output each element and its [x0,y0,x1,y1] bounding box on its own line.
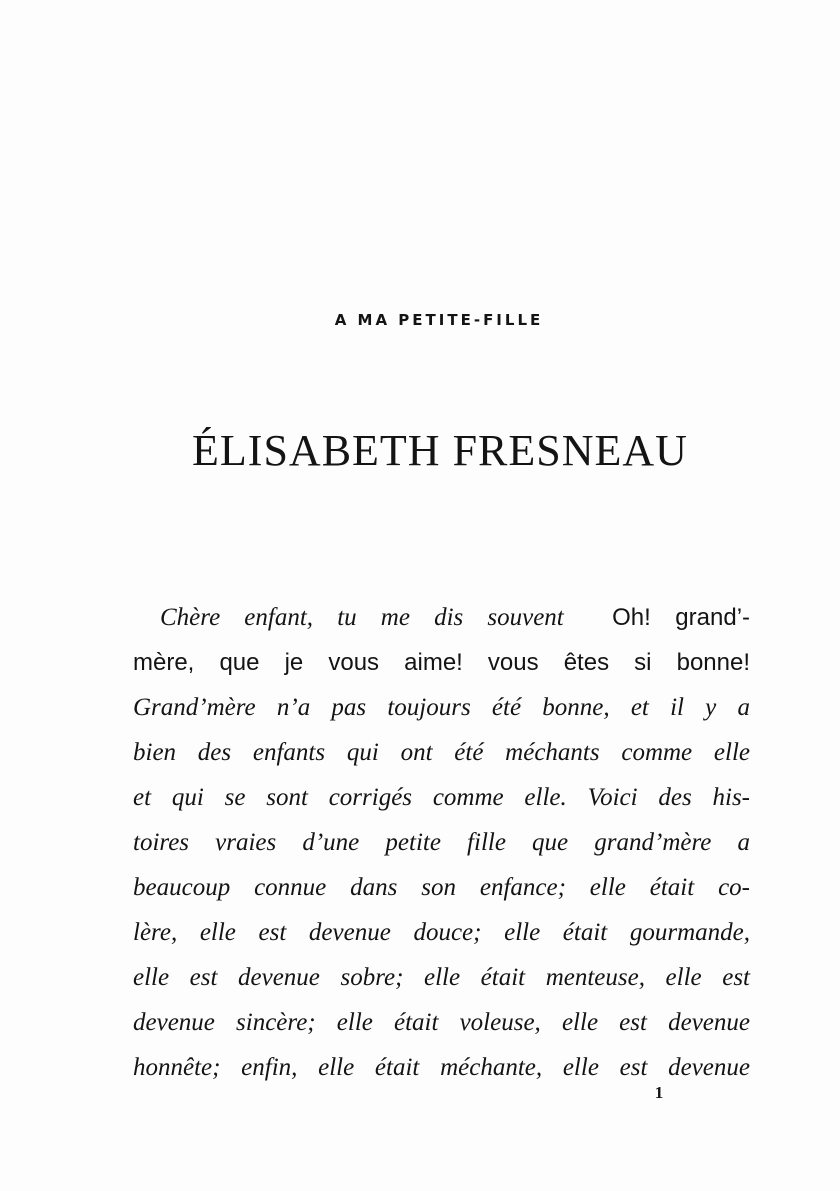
text-line: Grand’mère n’a pas toujours été bonne, et il y a [133,694,750,721]
text-line: bien des enfants qui ont été méchants comme elle [133,739,750,766]
page-number: 1 [654,1083,664,1102]
text-line: devenue sincère; elle était voleuse, elle est devenue [133,1009,750,1036]
text-line: mère, que je vous aime! vous êtes si bonne! [133,649,750,676]
text-line: et qui se sont corrigés comme elle. Voici des his- [133,784,750,811]
text-line-italic: Chère enfant, tu me dis souvent [160,604,564,631]
text-line [133,595,750,640]
text-line: lère, elle est devenue douce; elle était gourmande, [133,919,750,946]
text-line: honnête; enfin, elle était méchante, elle est devenue [133,1054,750,1081]
text-line: beaucoup connue dans son enfance; elle était co- [133,874,750,901]
dedication-heading: A MA PETITE-FILLE [334,311,544,329]
letter-body [133,595,750,1090]
recipient-name: ÉLISABETH FRESNEAU [192,426,688,475]
text-line: toires vraies d’une petite fille que grand’mère a [133,829,750,856]
text-line-upright: Oh! grand’- [612,604,751,631]
text-line: elle est devenue sobre; elle était menteuse, elle est [133,964,750,991]
